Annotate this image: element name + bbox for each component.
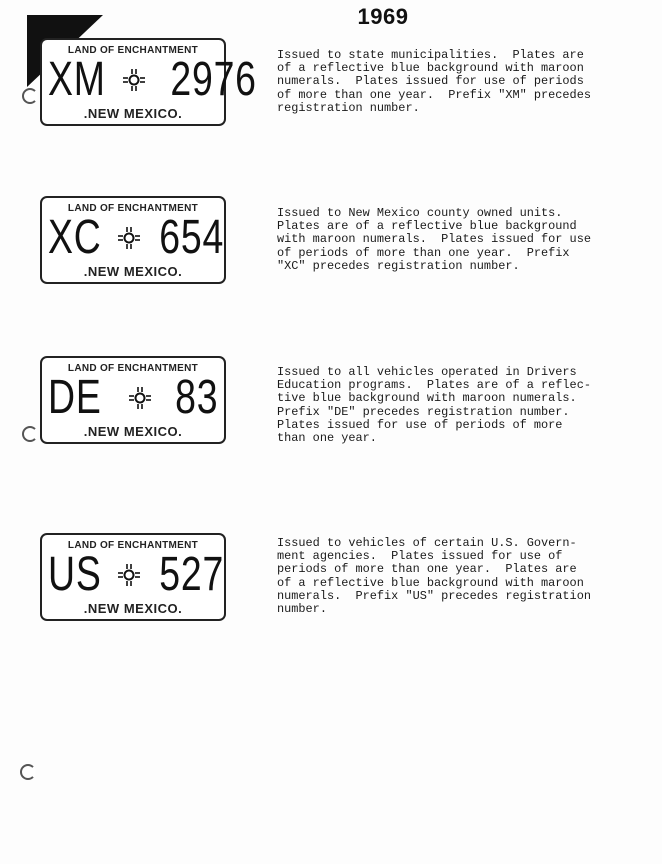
plate-prefix: DE <box>48 371 102 424</box>
plate-number: 83 <box>174 371 218 424</box>
page-year-heading: 1969 <box>357 4 409 29</box>
plate-motto: LAND OF ENCHANTMENT <box>67 540 199 551</box>
plate-state: .NEW MEXICO. <box>83 264 183 279</box>
plate-motto: LAND OF ENCHANTMENT <box>67 45 199 56</box>
punch-hole-mark <box>20 764 36 780</box>
plate-state: .NEW MEXICO. <box>83 106 183 121</box>
plate-motto: LAND OF ENCHANTMENT <box>67 203 199 214</box>
plate-number: 527 <box>158 548 224 601</box>
zia-sun-icon <box>128 386 152 410</box>
plate-registration <box>42 212 224 264</box>
license-plate-de <box>40 356 226 444</box>
license-plate-xm <box>40 38 257 126</box>
plate-state: .NEW MEXICO. <box>83 601 183 616</box>
zia-sun-icon <box>122 68 146 92</box>
plate-description: Issued to vehicles of certain U.S. Govern- ment agencies. Plates issued for use of periods of more than one year. Plates are of a reflective blue background with maroon numerals. Prefix "US" precedes registration number. <box>277 536 591 617</box>
zia-sun-icon <box>117 226 141 250</box>
plate-description: Issued to state municipalities. Plates are of a reflective blue background with maroon numerals. Plates issued for use of periods of more than one year. Prefix "XM" precedes registration number. <box>277 48 591 115</box>
plate-number: 654 <box>158 211 224 264</box>
punch-hole-mark <box>22 88 38 104</box>
punch-hole-mark <box>22 426 38 442</box>
plate-number: 2976 <box>170 53 257 106</box>
plate-description: Issued to New Mexico county owned units. Plates are of a reflective blue background with maroon numerals. Plates issued for use of periods of more than one year. Prefix "XC" precedes registration number. <box>277 206 591 273</box>
plate-registration <box>42 549 224 601</box>
plate-registration <box>42 53 257 106</box>
plate-registration <box>42 372 224 424</box>
license-plate-xc <box>40 196 226 284</box>
zia-sun-icon <box>117 563 141 587</box>
plate-prefix: US <box>48 548 102 601</box>
license-plate-us <box>40 533 226 621</box>
plate-prefix: XM <box>48 53 106 106</box>
plate-motto: LAND OF ENCHANTMENT <box>67 363 199 374</box>
plate-prefix: XC <box>48 211 102 264</box>
plate-description: Issued to all vehicles operated in Drivers Education programs. Plates are of a reflec- tive blue background with maroon numerals. Prefix "DE" precedes registration number. Plates issued for use of periods of more than one year. <box>277 365 591 446</box>
plate-state: .NEW MEXICO. <box>83 424 183 439</box>
